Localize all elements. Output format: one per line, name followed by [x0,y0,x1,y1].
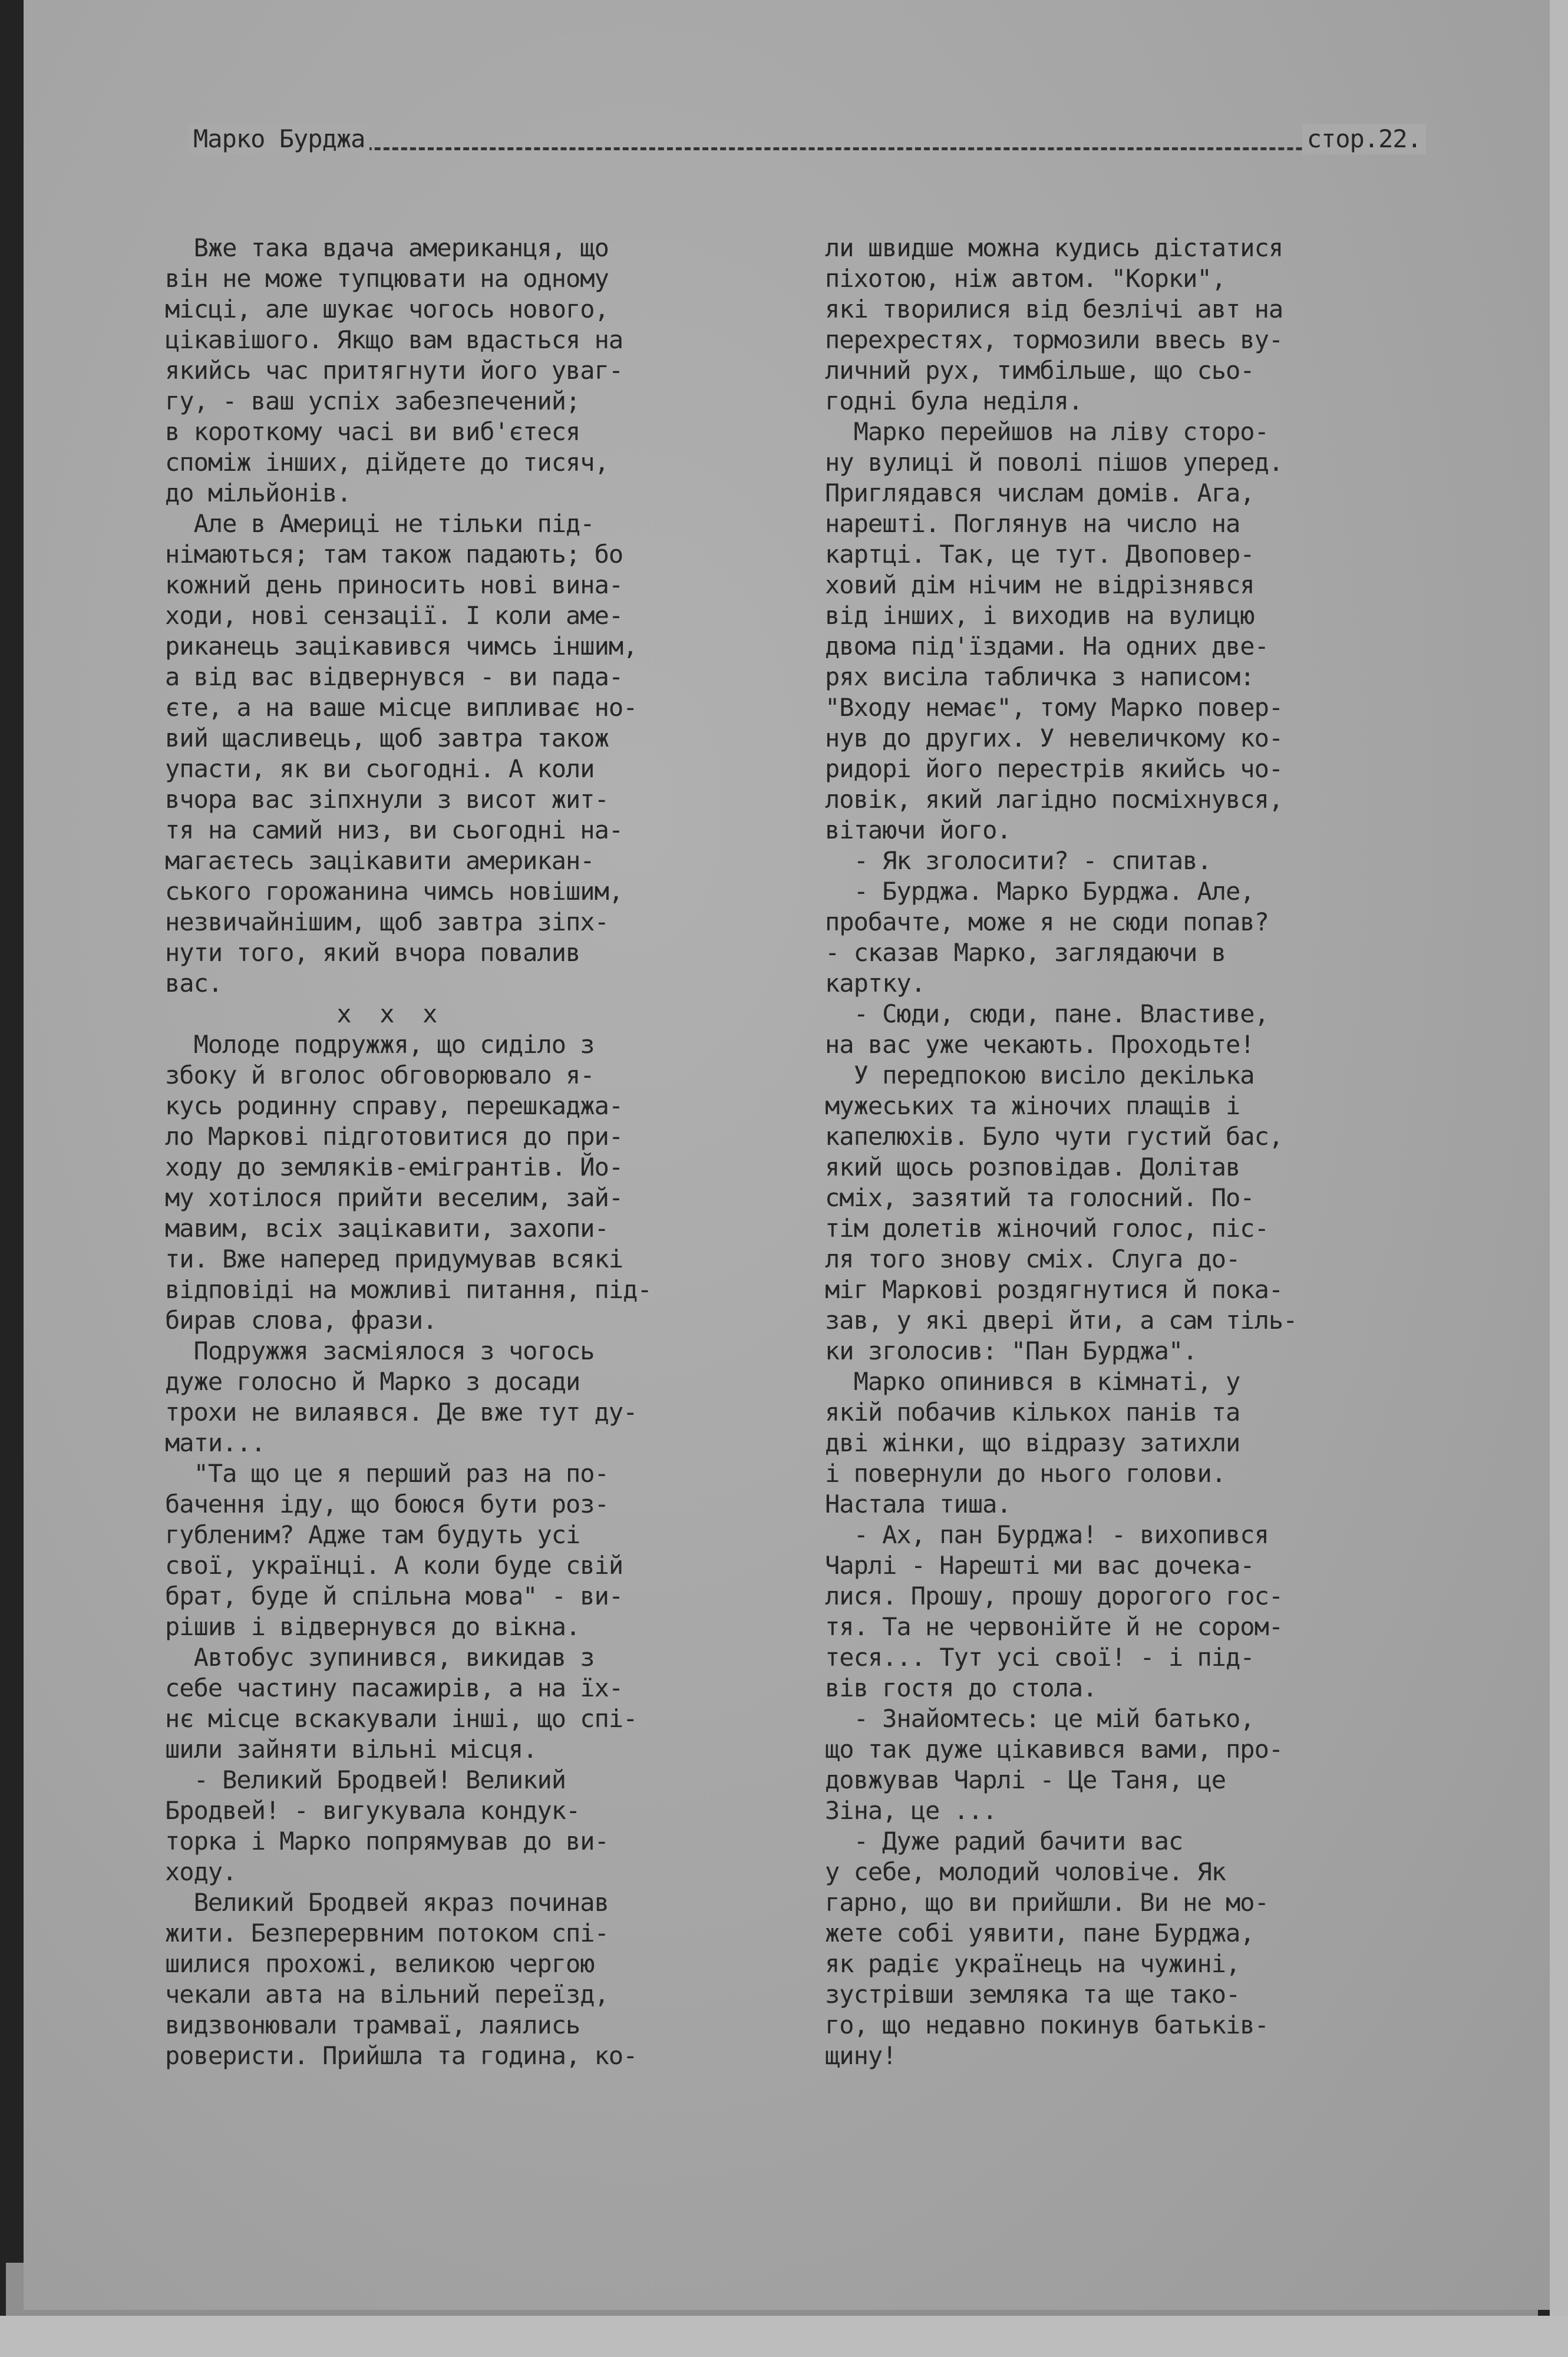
text-line: Але в Америці не тільки під- [165,509,595,538]
text-line: ки зголосив: "Пан Бурджа". [825,1336,1197,1365]
left-text-column [165,233,766,2071]
text-line: кусь родинну справу, перешкаджа- [165,1091,623,1120]
text-line: місці, але шукає чогось нового, [165,295,609,323]
text-line: ровериcти. Прийшла та година, ко- [165,2041,638,2070]
text-line: ловік, який лагідно посміхнувся, [825,785,1283,814]
text-line: споміж інших, дійдете до тисяч, [165,448,609,477]
text-line: гарно, що ви прийшли. Ви не мо- [825,1888,1269,1917]
text-line: бирав слова, фрази. [165,1306,437,1335]
text-line: сміх, зазятий та голосний. По- [825,1183,1255,1212]
text-line: нє місце вскакували інші, що спі- [165,1704,638,1733]
text-line: Чарлі - Нарешті ми вас дочека- [825,1551,1255,1580]
text-line: го, що недавно покинув батьків- [825,2011,1269,2039]
text-line: брат, буде й спільна мова" - ви- [165,1582,623,1610]
text-line: німаються; там також падають; бо [165,540,623,569]
text-line: і повернули до нього голови. [825,1459,1226,1488]
text-line: ли швидше можна кудись дістатися [825,233,1283,262]
text-line: капелюхів. Було чути густий бас, [825,1122,1283,1151]
page-header [189,112,1426,153]
text-line: - Ах, пан Бурджа! - вихопився [825,1520,1269,1549]
text-line: "Та що це я перший раз на по- [165,1459,609,1488]
text-line: він не може тупцювати на одному [165,264,609,293]
text-line: тя. Та не червонійте й не сором- [825,1612,1283,1641]
text-line: картці. Так, це тут. Двоповер- [825,540,1255,569]
text-line: ховий дім нічим не відрізнявся [825,570,1255,599]
text-line: а від вас відвернувся - ви пада- [165,662,623,691]
text-line: - Як зголосити? - спитав. [825,846,1212,875]
text-line: - Дуже радий бачити вас [825,1827,1183,1856]
text-line: незвичайнішим, щоб завтра зіпх- [165,907,609,936]
text-line: - Бурджа. Марко Бурджа. Але, [825,877,1255,906]
text-line: Молоде подружжя, що сиділо з [165,1030,595,1059]
text-line: піхотою, ніж автом. "Корки", [825,264,1226,293]
text-line: що так дуже цікавився вами, про- [825,1735,1283,1764]
text-line: який щось розповідав. Долітав [825,1153,1240,1181]
text-line: чекали авта на вільний переїзд, [165,1980,609,2009]
text-line: збоку й вголос обговорювало я- [165,1061,595,1090]
text-line: пробачте, може я не сюди попав? [825,907,1269,936]
header-author: Марко Бурджа [189,124,369,154]
text-line: ходи, нові сензації. І коли аме- [165,601,623,630]
text-line: трохи не вилаявся. Де вже тут ду- [165,1398,638,1427]
text-line: якій побачив кількох панів та [825,1398,1240,1427]
text-line: риканець зацікавився чимсь іншим, [165,632,638,661]
text-line: щину! [825,2041,897,2070]
text-line: тім долетів жіночий голос, піс- [825,1214,1269,1243]
text-line: губленим? Адже там будуть усі [165,1520,580,1549]
text-line: дві жінки, що відразу затихли [825,1428,1240,1457]
header-page-number: стор.22. [1302,124,1426,154]
text-line: рях висіла табличка з написом: [825,662,1255,691]
text-line: єте, а на ваше місце випливає но- [165,693,638,722]
text-line: картку. [825,969,926,998]
scan-right-margin [1550,0,1568,2357]
text-line: нарешті. Поглянув на число на [825,509,1240,538]
text-line: теся... Тут усі свої! - і під- [825,1643,1255,1672]
text-line: - сказав Марко, заглядаючи в [825,938,1226,967]
text-line: У передпокою висіло декілька [825,1061,1255,1090]
text-line: Бродвей! - вигукувала кондук- [165,1796,580,1825]
text-line: жити. Безперервним потоком спі- [165,1919,609,1947]
text-line: нув до других. У невеличкому ко- [825,724,1283,752]
text-line: вчора вас зіпхнули з висот жит- [165,785,609,814]
text-line: вий щасливець, щоб завтра також [165,724,609,752]
text-line: ського горожанина чимсь новішим, [165,877,623,906]
text-line: личний рух, тимбільше, що сьо- [825,356,1255,385]
text-line: як радіє українець на чужині, [825,1949,1240,1978]
text-line: Настала тиша. [825,1490,1011,1518]
text-line: до мільйонів. [165,478,351,507]
text-line: Великий Бродвей якраз починав [165,1888,609,1917]
text-line: нути того, який вчора повалив [165,938,580,967]
text-line: ну вулиці й поволі пішов уперед. [825,448,1283,477]
text-line: перехрестях, тормозили ввесь ву- [825,325,1283,354]
text-line: рішив і відвернувся до вікна. [165,1612,580,1641]
text-line: жете собі уявити, пане Бурджа, [825,1919,1255,1947]
text-line: ходу до земляків-емігрантів. Йо- [165,1153,623,1181]
text-line: - Сюди, сюди, пане. Властиве, [825,999,1269,1028]
text-line: ходу. [165,1857,237,1886]
text-line: годні була неділя. [825,387,1083,415]
text-line: якийсь час притягнути його уваг- [165,356,623,385]
text-line: ло Маркові підготовитися до при- [165,1122,623,1151]
text-line: гу, - ваш успіх забезпечений; [165,387,580,415]
text-line: упасти, як ви сьогодні. А коли [165,754,595,783]
scan-bottom-margin [0,2316,1568,2357]
text-line: свої, українці. А коли буде свій [165,1551,623,1580]
text-line: Вже така вдача американця, що [165,233,609,262]
text-line: Приглядався числам домів. Ага, [825,478,1255,507]
text-line: дуже голосно й Марко з досади [165,1367,580,1396]
text-line: вів гостя до стола. [825,1673,1097,1702]
text-line: в короткому часі ви виб'єтеся [165,417,580,446]
text-line: х х х [165,999,437,1028]
text-line: які творилися від безлічі авт на [825,295,1283,323]
text-line: міг Маркові роздягнутися й пока- [825,1275,1283,1304]
text-line: на вас уже чекають. Проходьте! [825,1030,1255,1059]
text-line: лися. Прошу, прошу дорогого гос- [825,1582,1283,1610]
text-line: ридорі його перестрів якийсь чо- [825,754,1283,783]
text-line: себе частину пасажирів, а на їх- [165,1673,623,1702]
text-line: видзвонювали трамваї, лаялись [165,2011,580,2039]
text-line: ти. Вже наперед придумував всякі [165,1244,623,1273]
right-text-column [825,233,1426,2071]
text-line: шили зайняти вільні місця. [165,1735,537,1764]
text-line: мавим, всіх зацікавити, захопи- [165,1214,609,1243]
text-line: зав, у які двері йти, а сам тіль- [825,1306,1298,1335]
text-line: відповіді на можливі питання, під- [165,1275,652,1304]
text-line: - Великий Бродвей! Великий [165,1765,566,1794]
text-line: ля того знову сміх. Слуга до- [825,1244,1240,1273]
text-line: цікавішого. Якщо вам вдасться на [165,325,623,354]
text-line: "Входу немає", тому Марко повер- [825,693,1283,722]
text-line: Марко перейшов на ліву сторо- [825,417,1269,446]
text-line: у себе, молодий чоловіче. Як [825,1857,1226,1886]
text-line: Подружжя засміялося з чогось [165,1336,595,1365]
text-line: від інших, і виходив на вулицю [825,601,1255,630]
text-line: - Знайомтесь: це мій батько, [825,1704,1255,1733]
text-line: кожний день приносить нові вина- [165,570,623,599]
text-line: Автобус зупинився, викидав з [165,1643,595,1672]
text-line: бачення іду, що боюся бути роз- [165,1490,609,1518]
text-line: Марко опинився в кімнаті, у [825,1367,1240,1396]
text-line: вас. [165,969,223,998]
text-line: торка і Марко попрямував до ви- [165,1827,609,1856]
text-line: Зіна, це ... [825,1796,997,1825]
text-line: зустрівши земляка та ще тако- [825,1980,1240,2009]
text-line: му хотілося прийти веселим, зай- [165,1183,623,1212]
text-line: довжував Чарлі - Це Таня, це [825,1765,1226,1794]
text-line: шилися прохожі, великою чергою [165,1949,595,1978]
text-line: вітаючи його. [825,816,1011,844]
text-line: тя на самий низ, ви сьогодні на- [165,816,623,844]
text-line: двома під'їздами. На одних две- [825,632,1269,661]
text-line: мужеських та жіночих плащів і [825,1091,1240,1120]
text-line: магаєтесь зацікавити американ- [165,846,595,875]
text-line: мати... [165,1428,266,1457]
